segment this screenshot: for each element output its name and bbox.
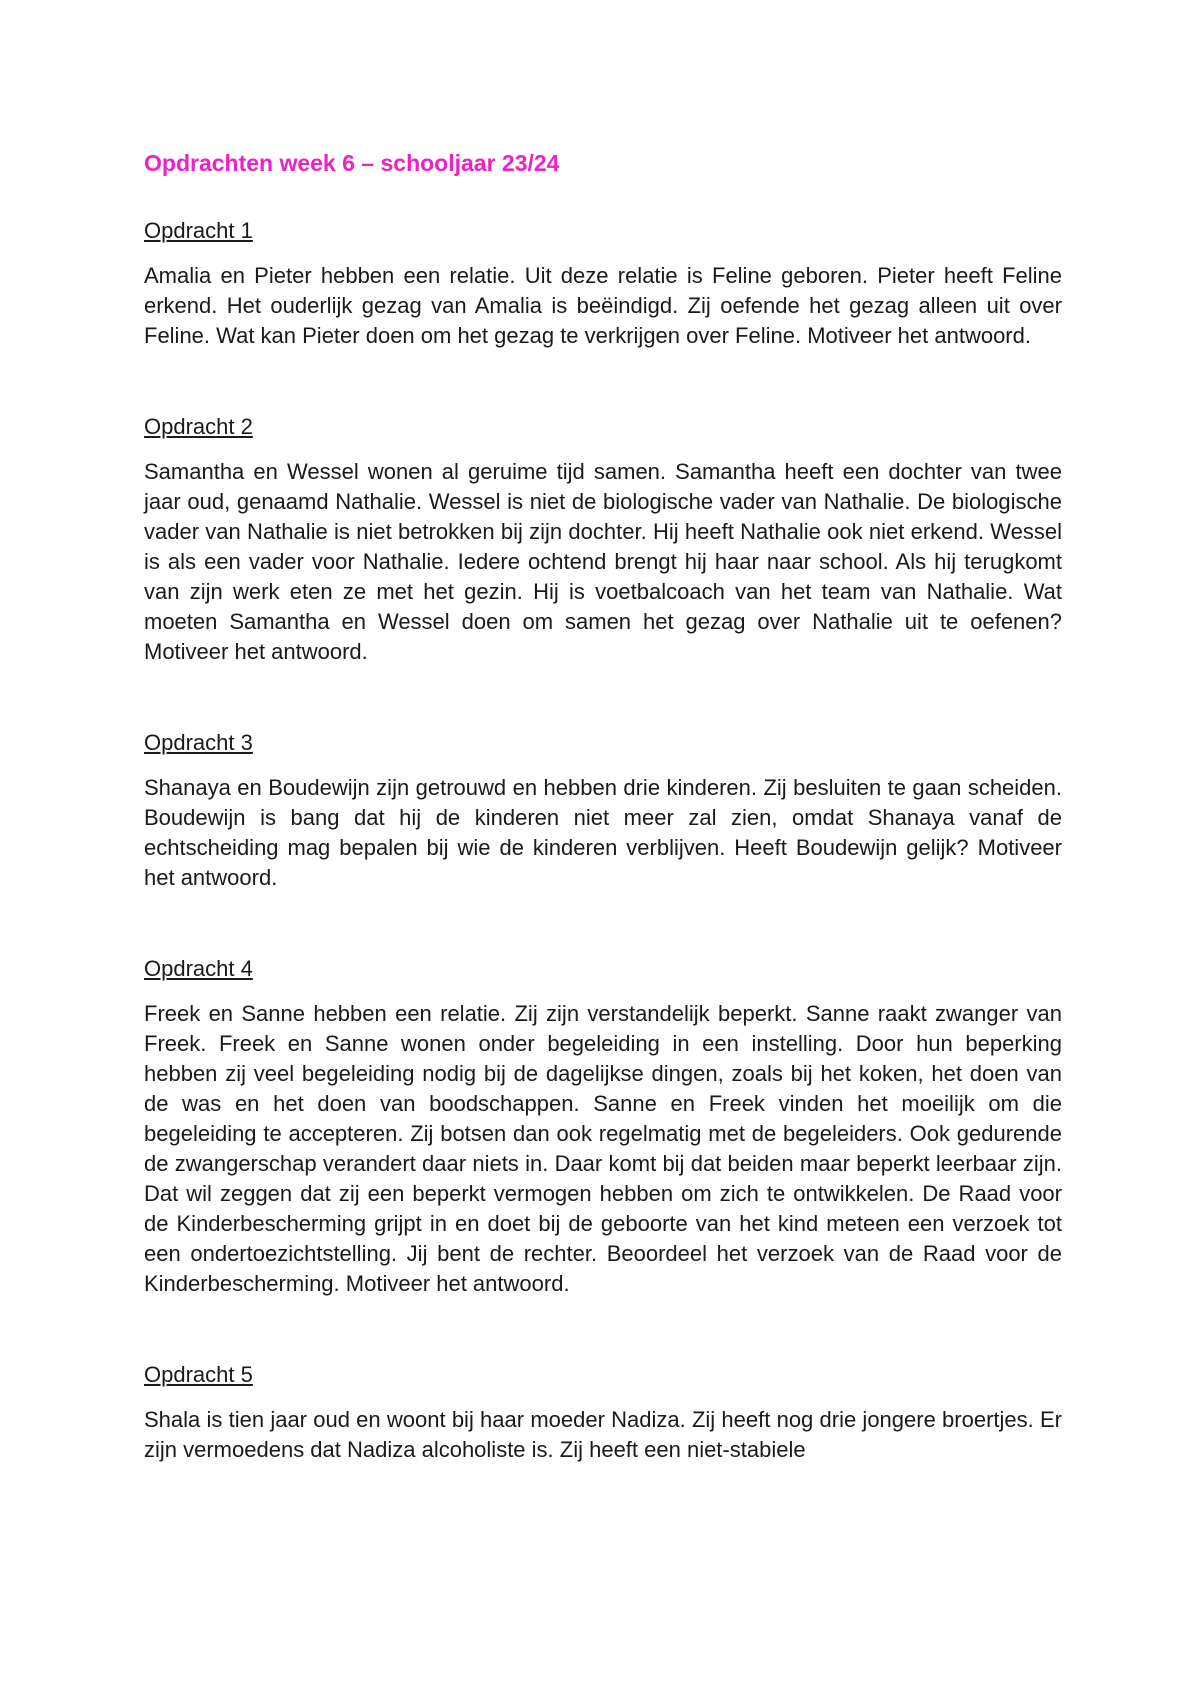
assignment-body: Samantha en Wessel wonen al geruime tijd samen. Samantha heeft een dochter van twee jaar oud, genaamd Nathalie. Wessel is niet de biologische vader van Nathalie. De biologische vader van Nathalie is niet betrokken bij zijn dochter. Hij heeft Nathalie ook niet erkend. Wessel is als een vader voor Nathalie. Iedere ochtend brengt hij haar naar school. Als hij terugkomt van zijn werk eten ze met het gezin. Hij is voetbalcoach van het team van Nathalie. Wat moeten Samantha en Wessel doen om samen het gezag over Nathalie uit te oefenen? Motiveer het antwoord. <box>144 459 1062 664</box>
assignment-heading: Opdracht 4 <box>144 956 253 981</box>
assignment-body: Freek en Sanne hebben een relatie. Zij zijn verstandelijk beperkt. Sanne raakt zwanger van Freek. Freek en Sanne wonen onder begeleiding in een instelling. Door hun beperking hebben zij veel begeleiding nodig bij de dagelijkse dingen, zoals bij het koken, het doen van de was en het doen van boodschappen. Sanne en Freek vinden het moeilijk om die begeleiding te accepteren. Zij botsen dan ook regelmatig met de begeleiders. Ook gedurende de zwangerschap verandert daar niets in. Daar komt bij dat beiden maar beperkt leerbaar zijn. Dat wil zeggen dat zij een beperkt vermogen hebben om zich te ontwikkelen. De Raad voor de Kinderbescherming grijpt in en doet bij de geboorte van het kind meteen een verzoek tot een ondertoezichtstelling. Jij bent de rechter. Beoordeel het verzoek van de Raad voor de Kinderbescherming. Motiveer het antwoord. <box>144 1001 1062 1296</box>
assignment-section-1 <box>144 216 1062 351</box>
section-spacer <box>144 351 1062 412</box>
assignment-section-2 <box>144 412 1062 667</box>
assignment-section-3 <box>144 728 1062 893</box>
assignment-section-5 <box>144 1360 1062 1465</box>
section-spacer <box>144 667 1062 728</box>
assignment-heading: Opdracht 5 <box>144 1362 253 1387</box>
document-title: Opdrachten week 6 – schooljaar 23/24 <box>144 150 560 176</box>
assignment-section-4 <box>144 954 1062 1299</box>
document-page <box>144 148 1062 1465</box>
assignment-heading: Opdracht 3 <box>144 730 253 755</box>
assignment-heading: Opdracht 1 <box>144 218 253 243</box>
assignment-body: Shanaya en Boudewijn zijn getrouwd en hebben drie kinderen. Zij besluiten te gaan scheiden. Boudewijn is bang dat hij de kinderen niet meer zal zien, omdat Shanaya vanaf de echtscheiding mag bepalen bij wie de kinderen verblijven. Heeft Boudewijn gelijk? Motiveer het antwoord. <box>144 775 1062 890</box>
assignment-body: Amalia en Pieter hebben een relatie. Uit deze relatie is Feline geboren. Pieter heeft Feline erkend. Het ouderlijk gezag van Amalia is beëindigd. Zij oefende het gezag alleen uit over Feline. Wat kan Pieter doen om het gezag te verkrijgen over Feline. Motiveer het antwoord. <box>144 263 1062 348</box>
assignment-body: Shala is tien jaar oud en woont bij haar moeder Nadiza. Zij heeft nog drie jongere broertjes. Er zijn vermoedens dat Nadiza alcoholiste is. Zij heeft een niet-stabiele <box>144 1407 1062 1462</box>
section-spacer <box>144 1299 1062 1360</box>
assignment-heading: Opdracht 2 <box>144 414 253 439</box>
section-spacer <box>144 893 1062 954</box>
